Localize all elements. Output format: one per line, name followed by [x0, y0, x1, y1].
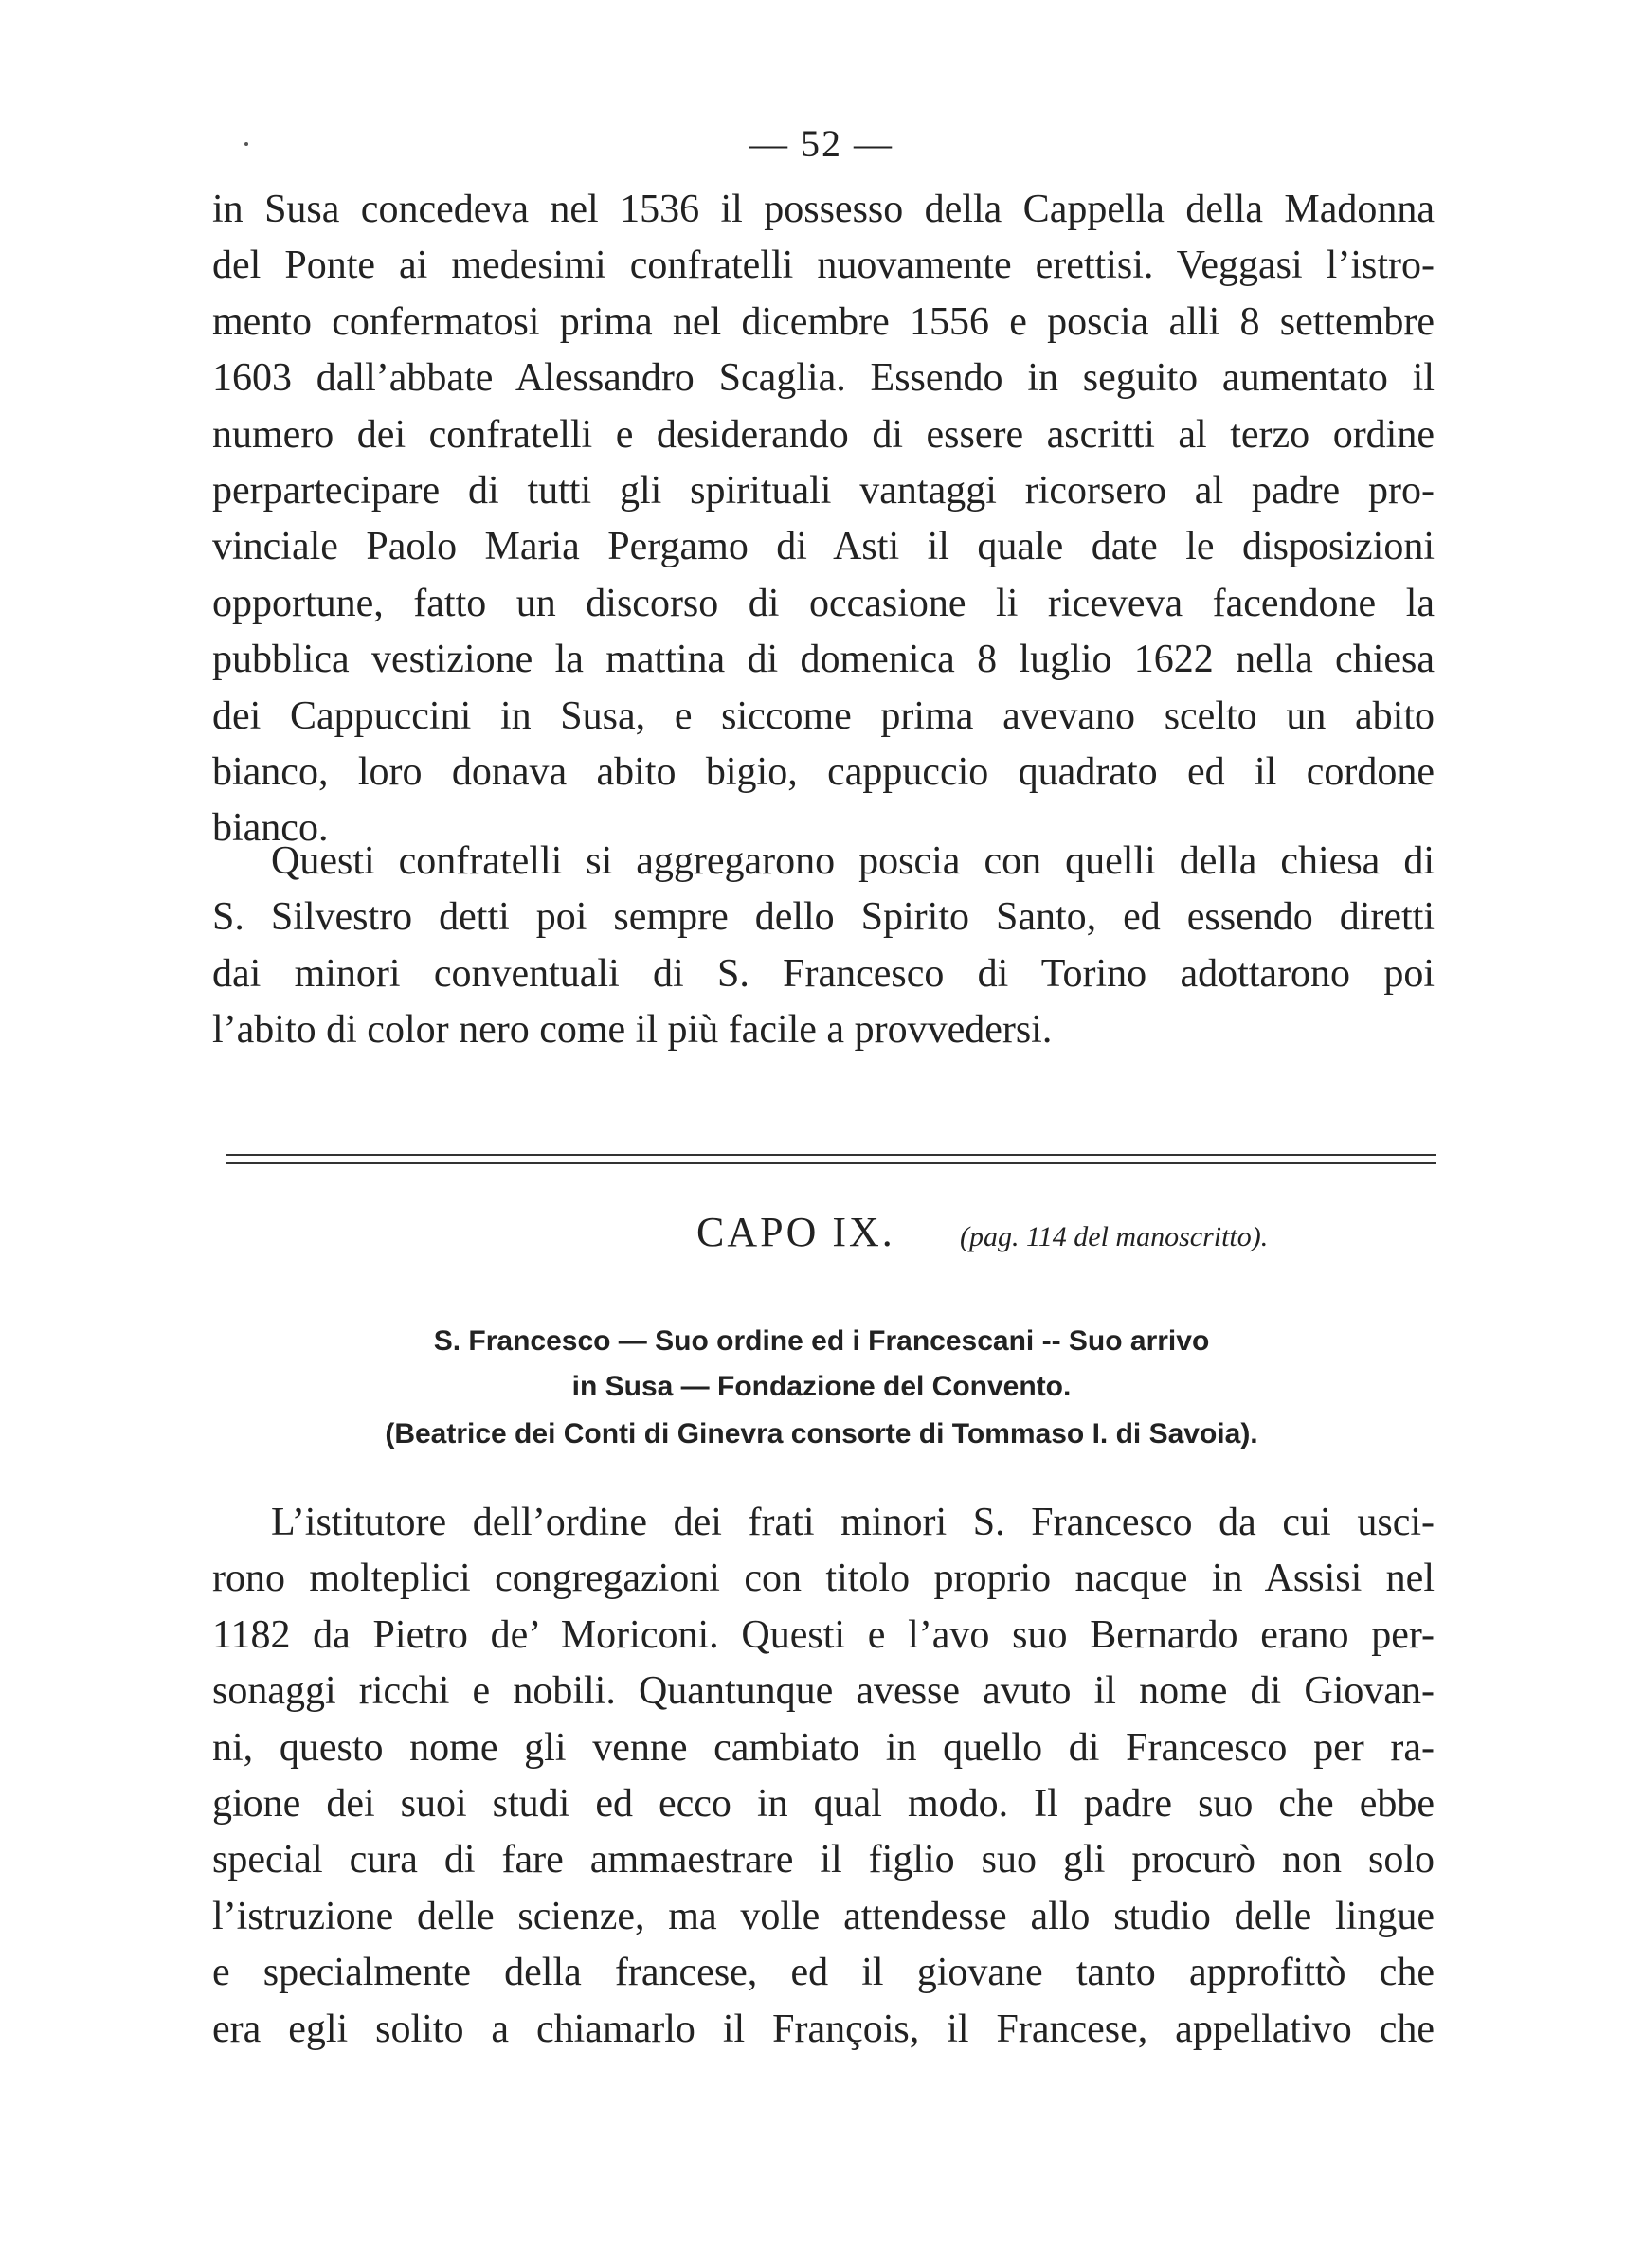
text-line: opportune, fatto un discorso di occasione li riceveva facendone la	[212, 581, 1435, 625]
text-line: dai minori conventuali di S. Francesco di Torino adottarono poi	[212, 951, 1435, 996]
text-line: Questi confratelli si aggregarono poscia con quelli della chiesa di	[271, 839, 1435, 883]
text-line: bianco, loro donava abito bigio, cappuccio quadrato ed il cordone	[212, 749, 1435, 794]
text-line: in Susa concedeva nel 1536 il possesso della Cappella della Madonna	[212, 188, 1435, 231]
text-line: S. Silvestro detti poi sempre dello Spirito Santo, ed essendo diretti	[212, 895, 1435, 940]
text-line: perpartecipare di tutti gli spirituali vantaggi ricorsero al padre pro-	[212, 468, 1435, 513]
text-line: rono molteplici congregazioni con titolo proprio nacque in Assisi nel	[212, 1557, 1435, 1601]
text-line: numero dei confratelli e desiderando di essere ascritti al terzo ordine	[212, 412, 1435, 457]
text-line: L’istitutore dell’ordine dei frati minori S. Francesco da cui usci-	[271, 1501, 1435, 1544]
text-line: del Ponte ai medesimi confratelli nuovamente erettisi. Veggasi l’istro-	[212, 243, 1435, 288]
section-divider-bottom	[226, 1162, 1436, 1164]
chapter-subtitle-line: in Susa — Fondazione del Convento.	[571, 1371, 1072, 1402]
chapter-heading	[0, 1208, 1643, 1265]
section-divider-top	[226, 1154, 1436, 1156]
text-line: special cura di fare ammaestrare il figlio suo gli procurò non solo	[212, 1838, 1435, 1882]
chapter-title: CAPO IX.	[696, 1209, 895, 1255]
paragraph-2	[212, 834, 1435, 1059]
chapter-subtitle-line: S. Francesco — Suo ordine ed i Francescani -- Suo arrivo	[433, 1325, 1210, 1357]
text-line: gione dei suoi studi ed ecco in qual modo. Il padre suo che ebbe	[212, 1781, 1435, 1826]
text-line: mento confermatosi prima nel dicembre 1556 e poscia alli 8 settembre	[212, 299, 1435, 344]
text-line: l’abito di color nero come il più facile a provvedersi.	[212, 1008, 1053, 1053]
text-line: 1603 dall’abbate Alessandro Scaglia. Essendo in seguito aumentato il	[212, 356, 1435, 401]
text-line: sonaggi ricchi e nobili. Quantunque avesse avuto il nome di Giovan-	[212, 1669, 1435, 1714]
paragraph-1	[212, 182, 1435, 857]
text-line: vinciale Paolo Maria Pergamo di Asti il quale date le disposizioni	[212, 525, 1435, 569]
text-line: bianco.	[212, 806, 329, 851]
text-line: ni, questo nome gli venne cambiato in quello di Francesco per ra-	[212, 1725, 1435, 1770]
paragraph-3	[212, 1495, 1435, 2058]
text-line: 1182 da Pietro de’ Moriconi. Questi e l’avo suo Bernardo erano per-	[212, 1612, 1435, 1657]
chapter-subtitle-line: (Beatrice dei Conti di Ginevra consorte di Tommaso I. di Savoia).	[385, 1418, 1258, 1449]
text-line: dei Cappuccini in Susa, e siccome prima avevano scelto un abito	[212, 693, 1435, 738]
text-line: era egli solito a chiamarlo il François, il Francese, appellativo che	[212, 2007, 1435, 2051]
text-line: l’istruzione delle scienze, ma volle attendesse allo studio delle lingue	[212, 1894, 1435, 1938]
text-line: pubblica vestizione la mattina di domenica 8 luglio 1622 nella chiesa	[212, 638, 1435, 682]
page-number: — 52 —	[749, 122, 894, 165]
chapter-source-note: (pag. 114 del manoscritto).	[960, 1221, 1269, 1252]
text-line: e specialmente della francese, ed il giovane tanto approfittò che	[212, 1951, 1435, 1995]
